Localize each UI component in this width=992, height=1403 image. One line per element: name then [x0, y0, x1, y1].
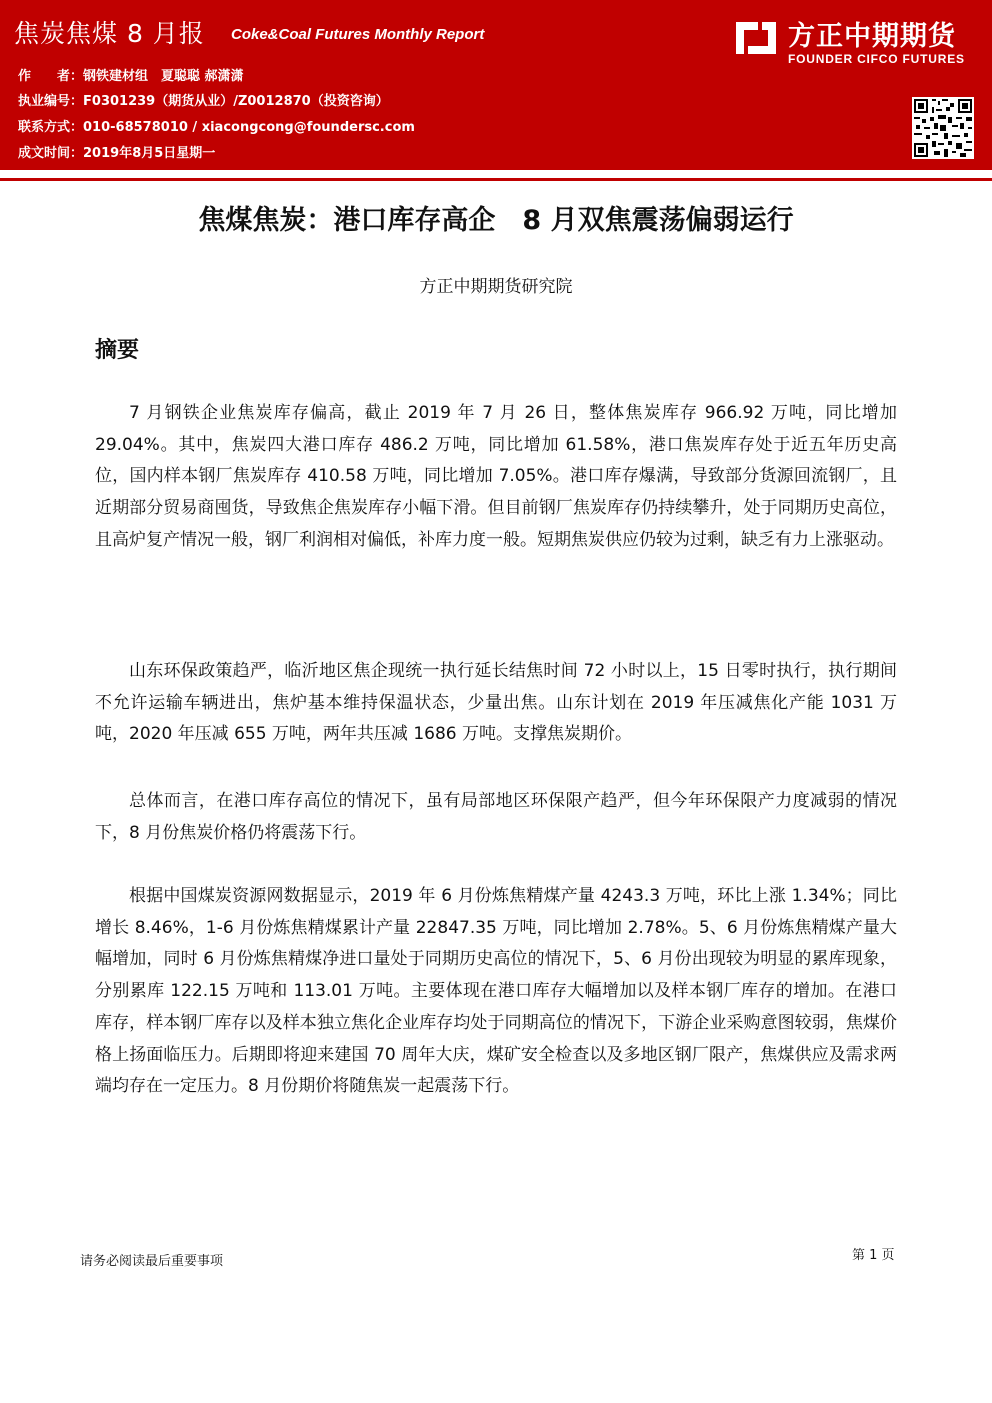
authors-label: 作 者：	[18, 69, 84, 84]
abstract-heading: 摘要	[95, 338, 140, 363]
date-line	[18, 142, 215, 161]
license-line	[18, 90, 389, 109]
qr-code-icon	[912, 97, 974, 159]
company-name-cn: 方正中期期货	[788, 21, 956, 52]
page-title: 焦煤焦炭：港口库存高企 8 月双焦震荡偏弱运行	[198, 205, 794, 236]
report-series-title-en: Coke&Coal Futures Monthly Report	[231, 26, 485, 43]
abstract-paragraph-2: 山东环保政策趋严，临沂地区焦企现统一执行延长结焦时间 72 小时以上，15 日零时执行，执行期间不允许运输车辆进出，焦炉基本维持保温状态，少量出焦。山东计划在 2019 年压减焦化产能 1031 万吨，2020 年压减 655 万吨，两年共压减 1686 万吨。支撑焦炭期价。	[95, 661, 897, 745]
contact-line	[18, 116, 415, 135]
abstract-paragraph-4: 根据中国煤炭资源网数据显示，2019 年 6 月份炼焦精煤产量 4243.3 万吨，环比上涨 1.34%；同比增长 8.46%，1-6 月份炼焦精煤累计产量 22847.35 万吨，同比增加 2.78%。5、6 月份炼焦精煤产量大幅增加，同时 6 月份炼焦精煤净进口量处于同期历史高位的情况下，5、6 月份出现较为明显的累库现象，分别累库 122.15 万吨和 113.01 万吨。主要体现在港口库存大幅增加以及样本钢厂库存的增加。在港口库存，样本钢厂库存以及样本独立焦化企业库存均处于同期高位的情况下，下游企业采购意图较弱，焦煤价格上扬面临压力。后期即将迎来建国 70 周年大庆，煤矿安全检查以及多地区钢厂限产，焦煤供应及需求两端均存在一定压力。8 月份期价将随焦炭一起震荡下行。	[95, 886, 897, 1097]
header-divider	[0, 178, 992, 181]
report-series-title: 焦炭焦煤 8 月报	[14, 19, 205, 48]
report-header	[0, 0, 992, 170]
footer-disclaimer-note: 请务必阅读最后重要事项	[80, 1254, 224, 1269]
company-name-en: FOUNDER CIFCO FUTURES	[788, 52, 965, 66]
contact-label: 联系方式：	[18, 120, 84, 135]
date-label: 成文时间：	[18, 146, 84, 161]
contact-value: 010-68578010 / xiacongcong@foundersc.com	[83, 120, 415, 135]
license-value: F0301239（期货从业）/Z0012870（投资咨询）	[83, 94, 389, 109]
page-number: 第 1 页	[852, 1248, 895, 1263]
abstract-paragraph-3: 总体而言，在港口库存高位的情况下，虽有局部地区环保限产趋严，但今年环保限产力度减弱的情况下，8 月份焦炭价格仍将震荡下行。	[95, 791, 897, 843]
company-logo-icon	[732, 16, 780, 60]
institute-name: 方正中期期货研究院	[419, 277, 573, 297]
authors-value: 钢铁建材组 夏聪聪 郝潇潇	[83, 69, 244, 84]
authors-line	[18, 65, 244, 84]
abstract-paragraph-1: 7 月钢铁企业焦炭库存偏高，截止 2019 年 7 月 26 日，整体焦炭库存 966.92 万吨，同比增加 29.04%。其中，焦炭四大港口库存 486.2 万吨，同比增加 61.58%，港口焦炭库存处于近五年历史高位，国内样本钢厂焦炭库存 410.58 万吨，同比增加 7.05%。港口库存爆满，导致部分货源回流钢厂，且近期部分贸易商囤货，导致焦企焦炭库存小幅下滑。但目前钢厂焦炭库存仍持续攀升，处于同期历史高位，且高炉复产情况一般，钢厂利润相对偏低，补库力度一般。短期焦炭供应仍较为过剩，缺乏有力上涨驱动。	[95, 403, 897, 550]
date-value: 2019年8月5日星期一	[83, 146, 216, 161]
license-label: 执业编号：	[18, 94, 84, 109]
